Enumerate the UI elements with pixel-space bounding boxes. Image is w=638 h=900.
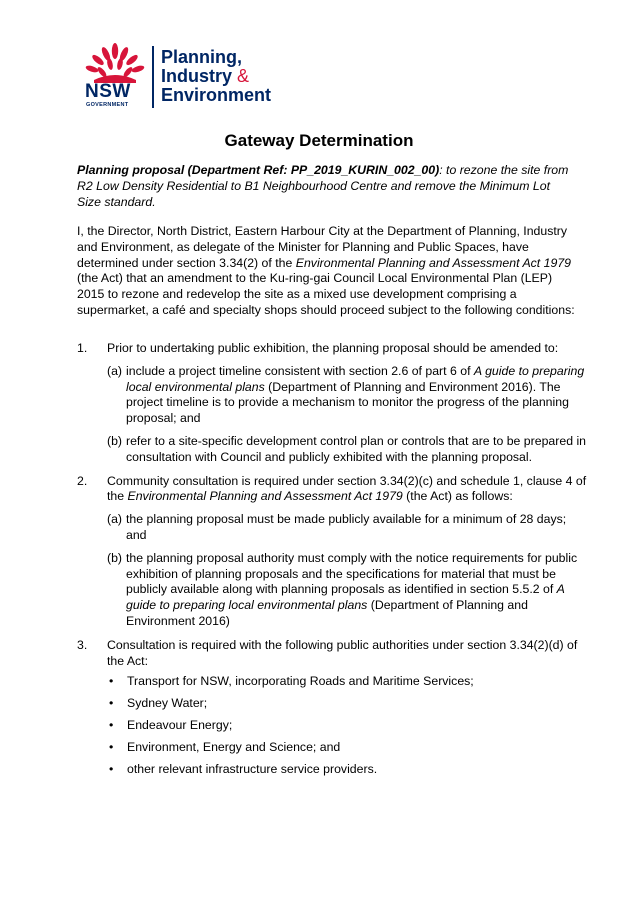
sub-condition-text: the planning proposal authority must comply with the notice requirements for public exhibition of planning proposals and the specifications for material that must be publicly available along with planning proposals as identified in section 5.5.2 of A guide to preparing local environmental plans (Department of Planning and Environment 2016) [126, 550, 578, 628]
condition-item [77, 474, 587, 630]
bullet-icon: • [109, 717, 114, 732]
bullet-icon: • [109, 739, 114, 754]
nsw-logo [84, 42, 304, 112]
department-line-3: Environment [161, 85, 272, 105]
proposal-description: : to rezone the site from R2 Low Density Residential to B1 Neighbourhood Centre and remove the Minimum Lot Size standard. [77, 163, 569, 209]
act-name: Environmental Planning and Assessment Act 1979 [295, 255, 571, 270]
proposal-summary [77, 163, 577, 210]
sub-condition-label: (a) [107, 363, 123, 378]
authority-list [107, 674, 587, 777]
page-title: Gateway Determination [224, 131, 414, 150]
sub-condition-text: refer to a site-specific development control plan or controls that are to be prepared in consultation with Council and publicly exhibited with the planning proposal. [126, 433, 587, 464]
sub-condition [107, 512, 587, 544]
condition-number: 3. [77, 637, 88, 652]
determination-paragraph: I, the Director, North District, Eastern Harbour City at the Department of Planning, Industry and Environment, as delegate of the Minister for Planning and Public Spaces, have determined under section 3.34(2) of the Environmental Planning and Assessment Act 1979 (the Act) that an amendment to the Ku-ring-gai Council Local Environmental Plan (LEP) 2015 to rezone and redevelop the site as a mixed use development comprising a supermarket, a café and specialty shops should proceed subject to the following conditions: [77, 224, 575, 317]
conditions-list [77, 341, 587, 785]
department-line-1: Planning, [161, 47, 242, 67]
sub-condition-text: the planning proposal must be made publicly available for a minimum of 28 days; and [126, 512, 567, 542]
condition-text: Prior to undertaking public exhibition, the planning proposal should be amended to: [107, 341, 559, 355]
bullet-icon: • [109, 696, 114, 711]
nsw-wordmark: NSW [85, 81, 131, 102]
sub-condition [107, 364, 587, 427]
government-wordmark: GOVERNMENT [86, 102, 129, 108]
condition-text: Community consultation is required under section 3.34(2)(c) and schedule 1, clause 4 of the Environmental Planning and Assessment Act 1979 (the Act) as follows: [107, 473, 587, 504]
list-item: • Sydney Water; [109, 696, 208, 711]
waratah-icon [84, 42, 146, 84]
logo-divider [152, 46, 154, 108]
list-item: • Endeavour Energy; [109, 717, 233, 732]
condition-item [77, 638, 587, 778]
sub-condition [107, 551, 587, 630]
condition-text: Consultation is required with the following public authorities under section 3.34(2)(d) of the Act: [107, 637, 578, 668]
condition-number: 1. [77, 341, 88, 355]
sub-condition-label: (a) [107, 512, 123, 527]
department-line-2: Industry & [161, 66, 250, 86]
department-name [161, 48, 271, 105]
ampersand: & [237, 66, 250, 86]
sub-condition-label: (b) [107, 433, 123, 448]
sub-condition-label: (b) [107, 550, 123, 565]
bullet-icon: • [109, 674, 114, 689]
condition-item [77, 341, 587, 466]
list-item: • Transport for NSW, incorporating Roads and Maritime Services; [109, 674, 474, 689]
list-item: • other relevant infrastructure service providers. [109, 761, 378, 776]
proposal-reference: Planning proposal (Department Ref: PP_2019_KURIN_002_00) [77, 163, 440, 177]
sub-condition-text: include a project timeline consistent with section 2.6 of part 6 of A guide to preparing local environmental plans (Department of Planning and Environment 2016). The project timeline is to provide a mechanism to monitor the progress of the planning proposal; and [126, 363, 585, 426]
condition-number: 2. [77, 473, 88, 488]
sub-condition [107, 434, 587, 466]
list-item: • Environment, Energy and Science; and [109, 739, 341, 754]
bullet-icon: • [109, 761, 114, 776]
